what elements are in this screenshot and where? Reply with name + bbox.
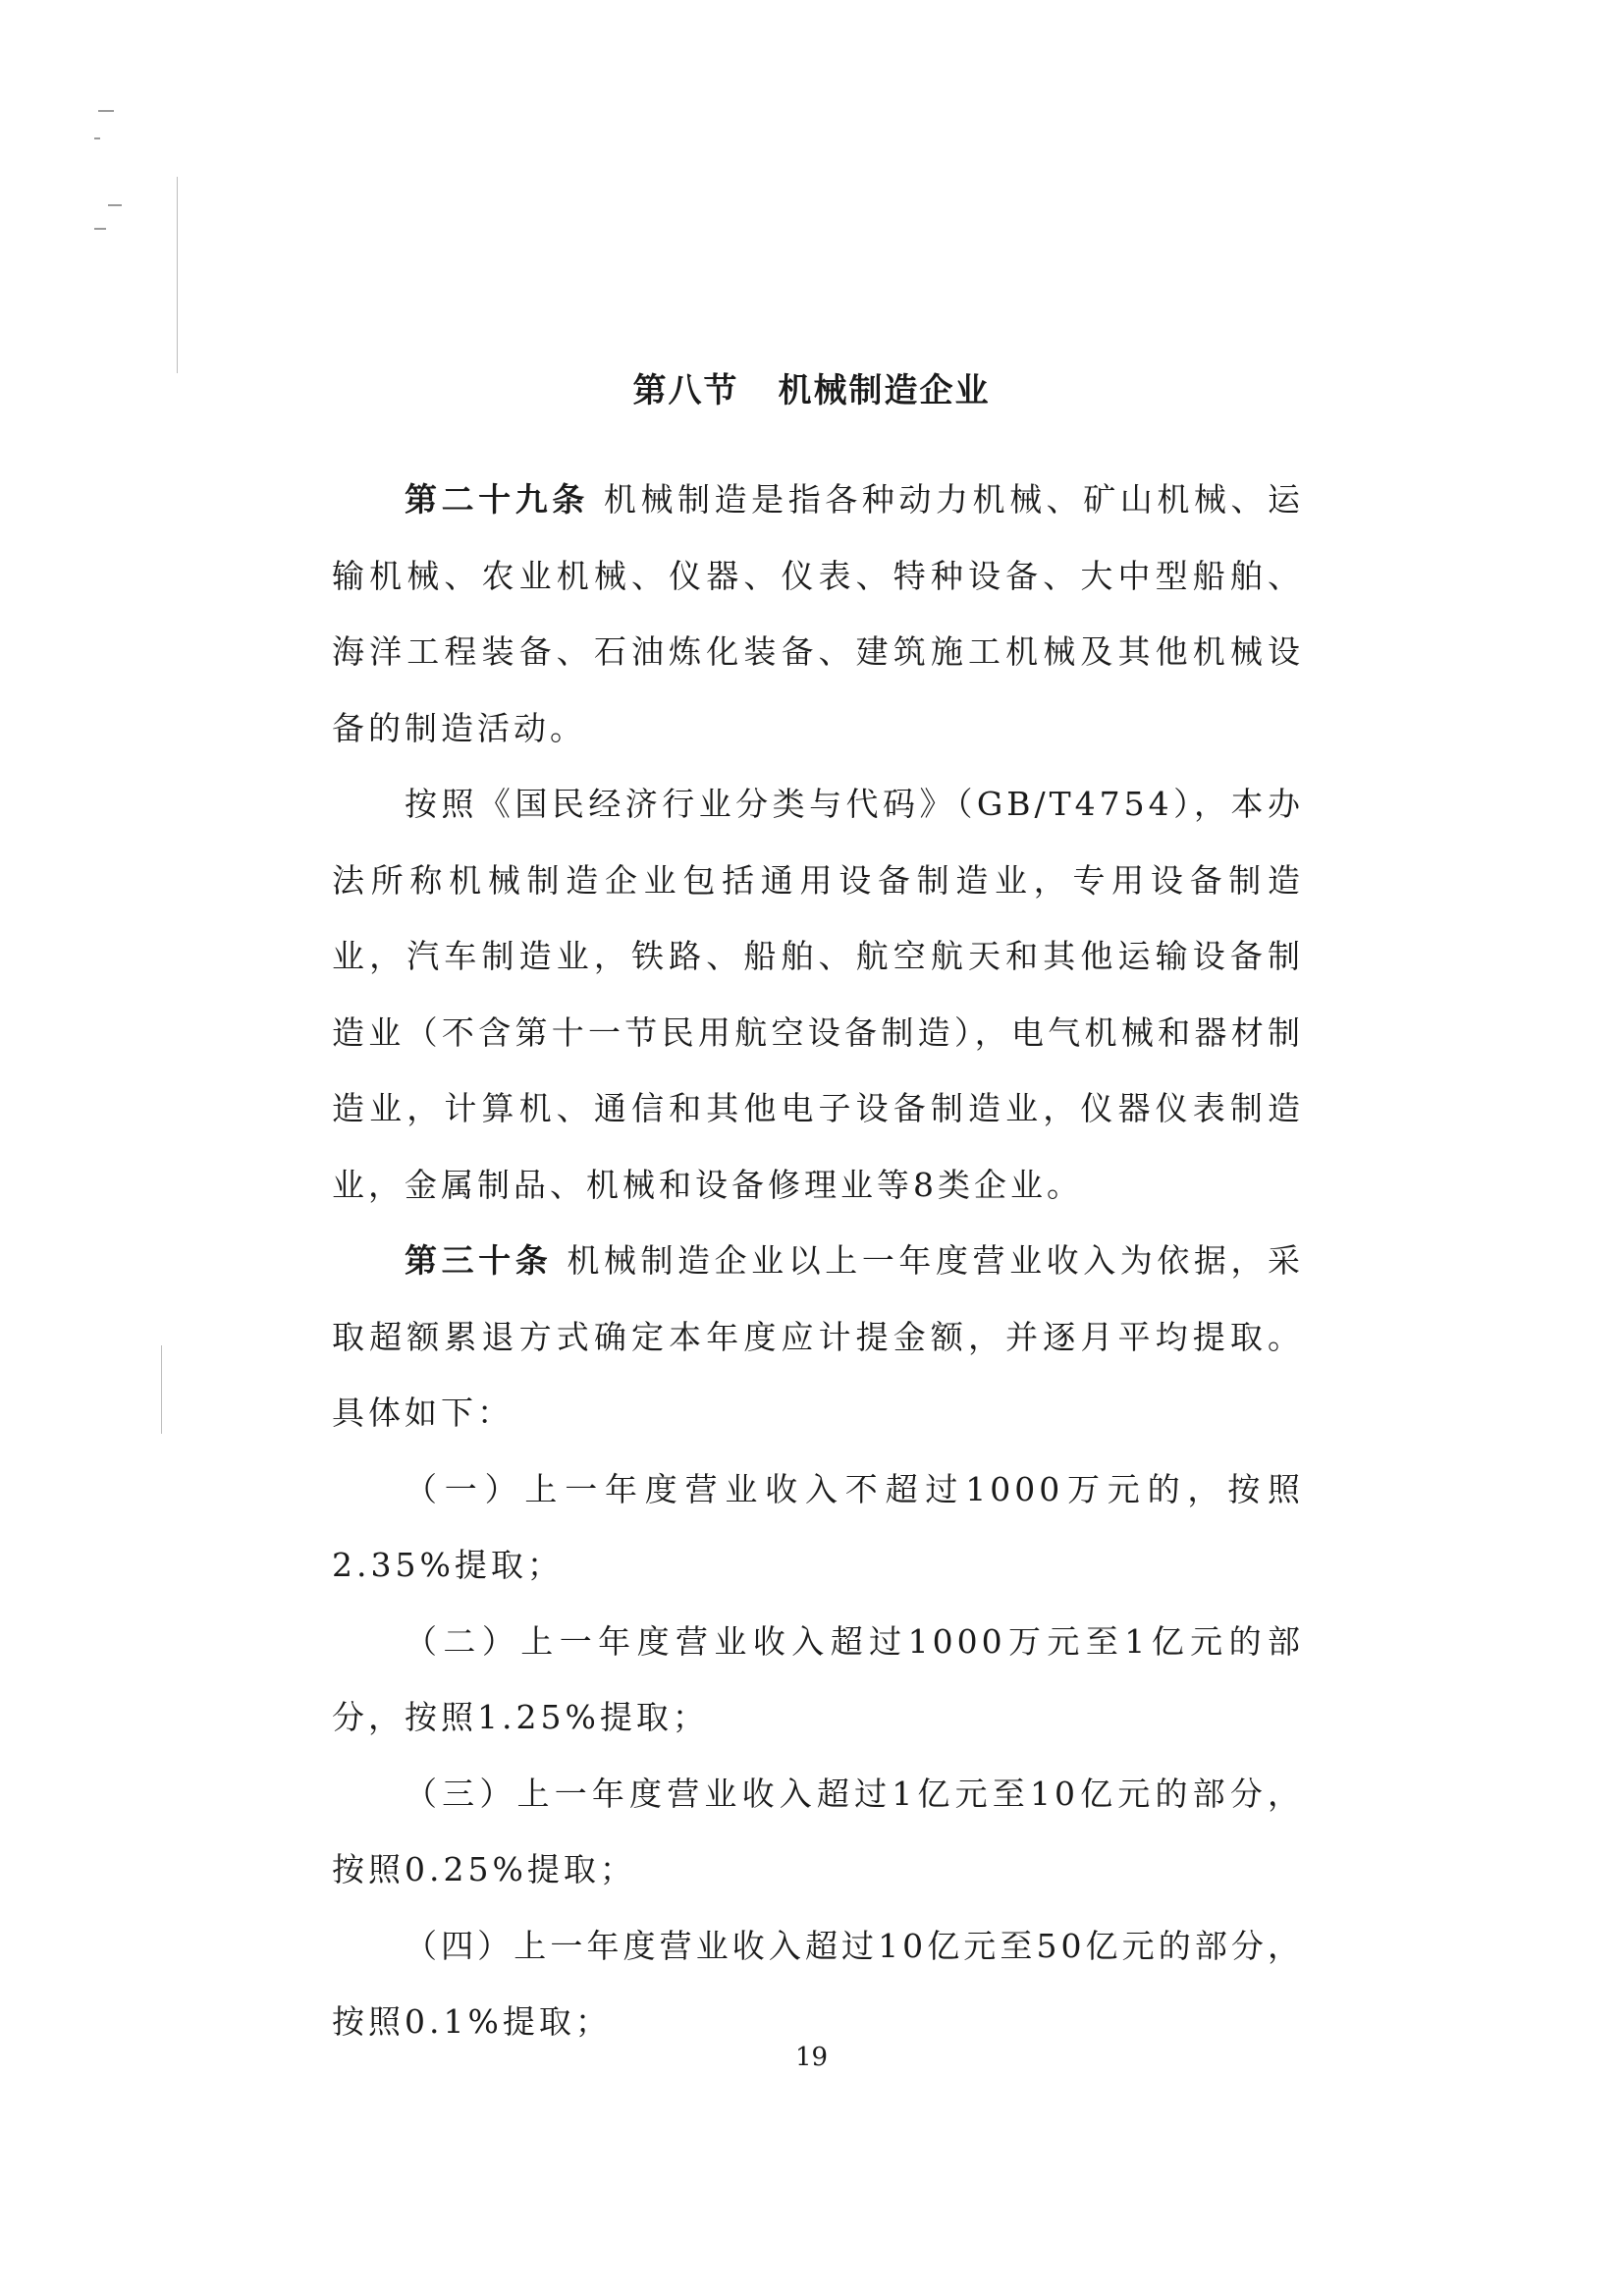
list-item: （四）上一年度营业收入超过10亿元至50亿元的部分，按照0.1%提取； bbox=[332, 1926, 1304, 2041]
section-title bbox=[0, 363, 1623, 411]
section-name: 机械制造企业 bbox=[778, 371, 991, 410]
page-number: 19 bbox=[794, 2043, 829, 2072]
body-text bbox=[332, 462, 1304, 2060]
scan-mark bbox=[177, 177, 178, 373]
article-30-label: 第三十条 bbox=[405, 1241, 553, 1280]
list-item: （一）上一年度营业收入不超过1000万元的，按照2.35%提取； bbox=[332, 1469, 1304, 1584]
section-number: 第八节 bbox=[632, 371, 739, 410]
article-29 bbox=[332, 462, 1304, 766]
scan-mark bbox=[94, 137, 100, 139]
scan-mark bbox=[94, 228, 106, 230]
article-29-text: 机械制造是指各种动力机械、矿山机械、运输机械、农业机械、仪器、仪表、特种设备、大中型船舶、海洋工程装备、石油炼化装备、建筑施工机械及其他机械设备的制造活动。 bbox=[332, 480, 1304, 747]
article-30 bbox=[332, 1223, 1304, 1451]
scan-mark bbox=[98, 110, 114, 112]
scan-mark bbox=[161, 1345, 162, 1434]
scan-mark bbox=[108, 204, 122, 206]
list-item: （三）上一年度营业收入超过1亿元至10亿元的部分，按照0.25%提取； bbox=[332, 1774, 1304, 1888]
article-29-label: 第二十九条 bbox=[405, 480, 589, 519]
article-30-text: 机械制造企业以上一年度营业收入为依据，采取超额累退方式确定本年度应计提金额，并逐月平均提取。具体如下： bbox=[332, 1241, 1304, 1432]
paragraph-scope: 按照《国民经济行业分类与代码》（GB/T4754），本办法所称机械制造企业包括通用设备制造业，专用设备制造业，汽车制造业，铁路、船舶、航空航天和其他运输设备制造业（不含第十一节民用航空设备制造），电气机械和器材制造业，计算机、通信和其他电子设备制造业，仪器仪表制造业，金属制品、机械和设备修理业等8类企业。 bbox=[332, 785, 1304, 1204]
list-item: （二）上一年度营业收入超过1000万元至1亿元的部分，按照1.25%提取； bbox=[332, 1621, 1304, 1736]
